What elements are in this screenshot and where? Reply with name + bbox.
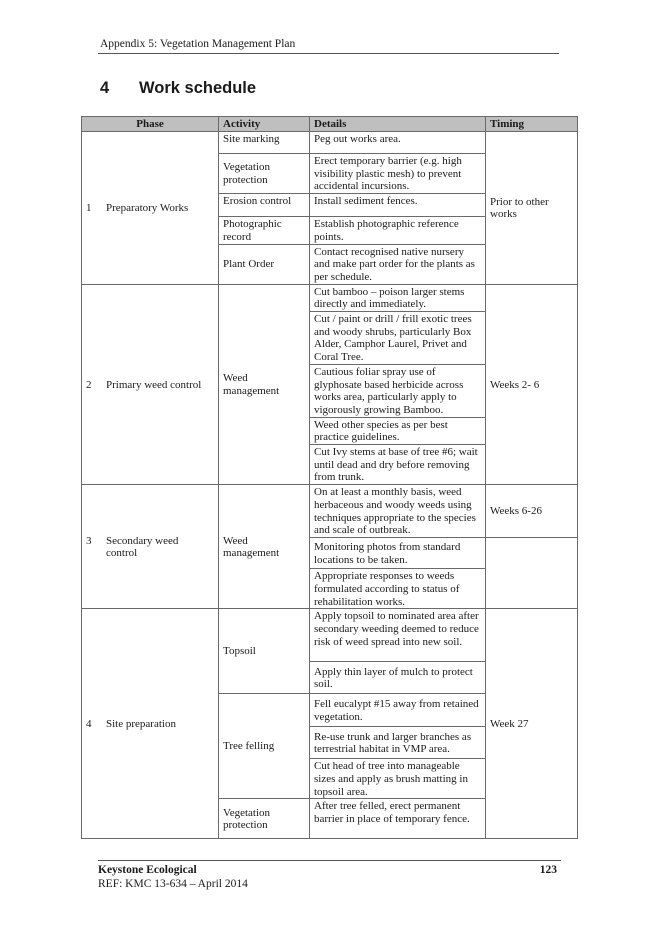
- section-title: Work schedule: [139, 79, 257, 97]
- details-cell: Install sediment fences.: [310, 194, 486, 217]
- column-header-phase: Phase: [82, 117, 219, 132]
- phase-name: Primary weed control: [106, 378, 202, 391]
- activity-cell: Vegetation protection: [219, 799, 310, 839]
- phase-number: 3: [86, 534, 92, 547]
- details-cell: Establish photographic reference points.: [310, 217, 486, 244]
- phase-cell: [82, 609, 219, 839]
- details-cell: Cut Ivy stems at base of tree #6; wait until dead and dry before removing from trunk.: [310, 445, 486, 485]
- section-number: 4: [100, 79, 110, 97]
- phase-cell: [82, 132, 219, 285]
- phase-name: Preparatory Works: [106, 201, 189, 214]
- table-row: [82, 609, 578, 662]
- phase-name: Secondary weed control: [106, 534, 179, 560]
- activity-cell: Photographic record: [219, 217, 310, 244]
- timing-cell: Week 27: [486, 609, 578, 839]
- details-cell: Apply thin layer of mulch to protect soil.: [310, 662, 486, 694]
- activity-cell: Erosion control: [219, 194, 310, 217]
- details-cell: Contact recognised native nursery and make part order for the plants as per schedule.: [310, 244, 486, 284]
- phase-cell: [82, 284, 219, 485]
- table-row: [82, 284, 578, 311]
- details-cell: Fell eucalypt #15 away from retained vegetation.: [310, 694, 486, 727]
- activity-cell: Tree felling: [219, 694, 310, 799]
- details-cell: Cut bamboo – poison larger stems directly and immediately.: [310, 284, 486, 311]
- activity-cell: Topsoil: [219, 609, 310, 694]
- phase-number: 1: [86, 201, 92, 214]
- table-row: [82, 132, 578, 154]
- column-header-activity: Activity: [219, 117, 310, 132]
- activity-cell: Vegetation protection: [219, 154, 310, 194]
- details-cell: Apply topsoil to nominated area after secondary weeding deemed to reduce risk of weed spread into new soil.: [310, 609, 486, 662]
- running-header: Appendix 5: Vegetation Management Plan: [100, 38, 296, 50]
- details-cell: Cut / paint or drill / frill exotic trees and woody shrubs, particularly Box Alder, Camphor Laurel, Privet and Coral Tree.: [310, 312, 486, 365]
- footer-reference: REF: KMC 13-634 – April 2014: [98, 878, 248, 890]
- details-cell: After tree felled, erect permanent barrier in place of temporary fence.: [310, 799, 486, 839]
- timing-cell: Weeks 2- 6: [486, 284, 578, 485]
- details-cell: Appropriate responses to weeds formulated according to status of rehabilitation works.: [310, 569, 486, 609]
- phase-name: Site preparation: [106, 717, 176, 730]
- activity-cell: Plant Order: [219, 244, 310, 284]
- details-cell: On at least a monthly basis, weed herbaceous and woody weeds using techniques appropriate to the species and scale of outbreak.: [310, 485, 486, 538]
- column-header-timing: Timing: [486, 117, 578, 132]
- column-header-details: Details: [310, 117, 486, 132]
- work-schedule-table: [81, 116, 578, 839]
- phase-number: 4: [86, 717, 92, 730]
- activity-cell: Site marking: [219, 132, 310, 154]
- phase-number: 2: [86, 378, 92, 391]
- details-cell: Peg out works area.: [310, 132, 486, 154]
- details-cell: Monitoring photos from standard locations to be taken.: [310, 538, 486, 569]
- timing-cell-empty: [486, 538, 578, 609]
- details-cell: Erect temporary barrier (e.g. high visibility plastic mesh) to prevent accidental incursions.: [310, 154, 486, 194]
- table-header-row: [82, 117, 578, 132]
- activity-cell: Weed management: [219, 485, 310, 609]
- details-cell: Cautious foliar spray use of glyphosate based herbicide across works area, particularly apply to vigorously growing Bamboo.: [310, 364, 486, 417]
- header-rule: [98, 53, 559, 54]
- page-number: 123: [539, 864, 557, 876]
- details-cell: Re-use trunk and larger branches as terrestrial habitat in VMP area.: [310, 727, 486, 759]
- activity-cell: Weed management: [219, 284, 310, 485]
- timing-cell: Weeks 6-26: [486, 485, 578, 538]
- footer-organisation: Keystone Ecological: [98, 864, 197, 876]
- details-cell: Cut head of tree into manageable sizes and apply as brush matting in topsoil area.: [310, 759, 486, 799]
- table-row: [82, 485, 578, 538]
- phase-cell: [82, 485, 219, 609]
- timing-cell: Prior to other works: [486, 132, 578, 285]
- details-cell: Weed other species as per best practice guidelines.: [310, 417, 486, 444]
- footer-rule: [98, 860, 561, 861]
